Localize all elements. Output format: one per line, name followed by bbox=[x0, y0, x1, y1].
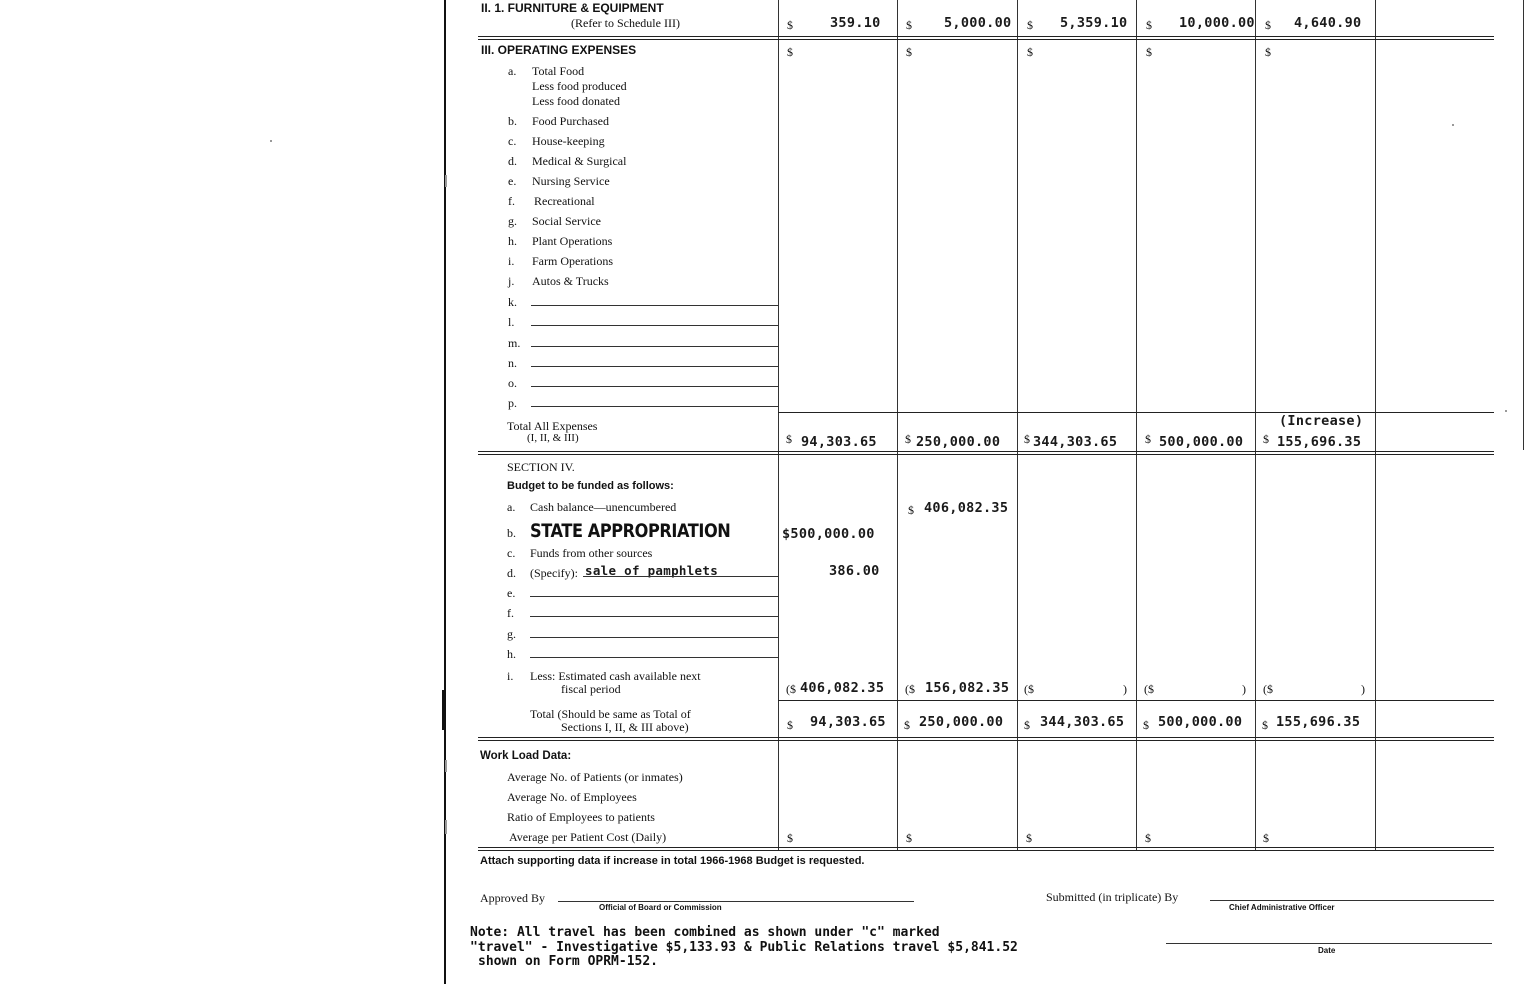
total-expenses-value-2: 250,000.00 bbox=[916, 434, 1001, 450]
item-letter: o. bbox=[508, 376, 517, 390]
paren-dollar: ($ bbox=[905, 682, 915, 696]
item-letter: i. bbox=[508, 254, 515, 268]
item-letter: e. bbox=[507, 586, 516, 600]
item-label: Medical & Surgical bbox=[532, 154, 627, 168]
dollar-sign: $ bbox=[1024, 432, 1030, 446]
dollar-sign: $ bbox=[908, 503, 914, 517]
dollar-sign: $ bbox=[1265, 18, 1271, 32]
specify-value: sale of pamphlets bbox=[585, 563, 719, 578]
funding-total-value-2: 250,000.00 bbox=[919, 714, 1004, 730]
dollar-sign: $ bbox=[1145, 432, 1151, 446]
item-label: Plant Operations bbox=[532, 234, 613, 248]
dollar-sign: $ bbox=[786, 432, 792, 446]
dollar-sign: $ bbox=[1263, 432, 1269, 446]
section-iv-subtitle: Budget to be funded as follows: bbox=[507, 480, 674, 492]
item-letter: f. bbox=[507, 606, 514, 620]
item-letter: b. bbox=[507, 526, 516, 540]
cash-balance-value: 406,082.35 bbox=[924, 500, 1009, 516]
dollar-sign: $ bbox=[787, 45, 793, 59]
blank-line[interactable] bbox=[530, 616, 778, 617]
item-letter: m. bbox=[508, 336, 521, 350]
item-label: Social Service bbox=[532, 214, 601, 228]
dollar-sign: $ bbox=[1146, 18, 1152, 32]
estimated-cash-sublabel: fiscal period bbox=[561, 682, 621, 696]
furniture-value-5: 4,640.90 bbox=[1294, 15, 1362, 31]
total-expenses-value-5: 155,696.35 bbox=[1277, 434, 1362, 450]
item-letter: h. bbox=[508, 234, 517, 248]
dollar-sign: $ bbox=[1026, 831, 1032, 845]
approved-caption: Official of Board or Commission bbox=[599, 903, 722, 912]
estimated-cash-value-1: 406,082.35 bbox=[800, 680, 885, 696]
work-load-item: Average No. of Patients (or inmates) bbox=[507, 770, 683, 784]
dollar-sign: $ bbox=[906, 45, 912, 59]
dollar-sign: $ bbox=[1265, 45, 1271, 59]
blank-line[interactable] bbox=[531, 305, 778, 306]
item-letter: c. bbox=[508, 134, 517, 148]
blank-line[interactable] bbox=[531, 386, 778, 387]
blank-line[interactable] bbox=[531, 406, 778, 407]
dollar-sign: $ bbox=[1263, 831, 1269, 845]
dollar-sign: $ bbox=[1024, 718, 1030, 732]
item-letter: d. bbox=[507, 566, 516, 580]
cash-balance-label: Cash balance—unencumbered bbox=[530, 500, 677, 514]
date-caption: Date bbox=[1318, 946, 1336, 955]
paren-close: ) bbox=[1242, 682, 1246, 696]
work-load-item: Average per Patient Cost (Daily) bbox=[509, 830, 667, 844]
item-label: Recreational bbox=[534, 194, 595, 208]
date-line[interactable] bbox=[1166, 943, 1492, 944]
attach-note: Attach supporting data if increase in total 1966-1968 Budget is requested. bbox=[480, 855, 865, 867]
other-funds-label: Funds from other sources bbox=[530, 546, 653, 560]
item-letter: a. bbox=[507, 500, 516, 514]
increase-note: (Increase) bbox=[1279, 413, 1364, 429]
funding-total-value-3: 344,303.65 bbox=[1040, 714, 1125, 730]
paren-dollar: ($ bbox=[786, 682, 796, 696]
blank-line[interactable] bbox=[530, 637, 778, 638]
item-letter: p. bbox=[508, 396, 517, 410]
submitted-signature-line[interactable] bbox=[1210, 900, 1494, 901]
paren-dollar: ($ bbox=[1263, 682, 1273, 696]
item-letter: l. bbox=[508, 315, 515, 329]
dollar-sign: $ bbox=[1145, 831, 1151, 845]
dollar-sign: $ bbox=[906, 18, 912, 32]
blank-line[interactable] bbox=[530, 596, 778, 597]
paren-close: ) bbox=[1123, 682, 1127, 696]
item-label: Farm Operations bbox=[532, 254, 613, 268]
item-label: Nursing Service bbox=[532, 174, 610, 188]
item-label: Total Food bbox=[532, 64, 585, 78]
item-letter: e. bbox=[508, 174, 517, 188]
paren-dollar: ($ bbox=[1024, 682, 1034, 696]
item-label: Autos & Trucks bbox=[532, 274, 609, 288]
dollar-sign: $ bbox=[904, 718, 910, 732]
item-letter: n. bbox=[508, 356, 517, 370]
item-letter: a. bbox=[508, 64, 517, 78]
estimated-cash-value-2: 156,082.35 bbox=[925, 680, 1010, 696]
item-label: Less food produced bbox=[532, 79, 627, 93]
total-expenses-value-3: 344,303.65 bbox=[1033, 434, 1118, 450]
funding-total-sublabel: Sections I, II, & III above) bbox=[561, 720, 689, 734]
funding-total-label: Total (Should be same as Total of bbox=[530, 707, 691, 721]
item-letter: g. bbox=[507, 627, 516, 641]
furniture-value-4: 10,000.00 bbox=[1179, 15, 1255, 31]
item-letter: h. bbox=[507, 647, 516, 661]
item-letter: d. bbox=[508, 154, 517, 168]
submitted-by-label: Submitted (in triplicate) By bbox=[1046, 890, 1179, 904]
dollar-sign: $ bbox=[905, 432, 911, 446]
state-appropriation-label: STATE APPROPRIATION bbox=[530, 520, 731, 542]
item-letter: j. bbox=[508, 274, 515, 288]
item-letter: k. bbox=[508, 295, 517, 309]
state-appropriation-value: $500,000.00 bbox=[782, 526, 875, 542]
furniture-value-2: 5,000.00 bbox=[944, 15, 1012, 31]
submitted-caption: Chief Administrative Officer bbox=[1229, 903, 1335, 912]
total-expenses-value-1: 94,303.65 bbox=[801, 434, 877, 450]
item-letter: c. bbox=[507, 546, 516, 560]
furniture-value-3: 5,359.10 bbox=[1060, 15, 1128, 31]
specify-label: (Specify): bbox=[530, 566, 578, 580]
travel-note-line: shown on Form OPRM-152. bbox=[478, 954, 659, 969]
blank-line[interactable] bbox=[531, 346, 778, 347]
travel-note-line: Note: All travel has been combined as shown under "c" marked bbox=[470, 925, 940, 940]
furniture-title: II. 1. FURNITURE & EQUIPMENT bbox=[481, 1, 664, 15]
funding-total-value-1: 94,303.65 bbox=[810, 714, 886, 730]
total-expenses-value-4: 500,000.00 bbox=[1159, 434, 1244, 450]
item-letter: f. bbox=[508, 194, 515, 208]
dollar-sign: $ bbox=[787, 718, 793, 732]
work-load-item: Ratio of Employees to patients bbox=[507, 810, 655, 824]
blank-line[interactable] bbox=[531, 366, 778, 367]
dollar-sign: $ bbox=[1027, 45, 1033, 59]
item-letter: i. bbox=[507, 669, 514, 683]
total-expenses-label: Total All Expenses bbox=[507, 419, 598, 433]
dollar-sign: $ bbox=[1143, 718, 1149, 732]
paren-close: ) bbox=[1361, 682, 1365, 696]
dollar-sign: $ bbox=[1027, 18, 1033, 32]
item-label: House-keeping bbox=[532, 134, 605, 148]
furniture-subtitle: (Refer to Schedule III) bbox=[571, 16, 680, 30]
item-letter: b. bbox=[508, 114, 517, 128]
item-letter: g. bbox=[508, 214, 517, 228]
estimated-cash-label: Less: Estimated cash available next bbox=[530, 669, 701, 683]
blank-line[interactable] bbox=[531, 325, 778, 326]
dollar-sign: $ bbox=[906, 831, 912, 845]
funding-total-value-4: 500,000.00 bbox=[1158, 714, 1243, 730]
dollar-sign: $ bbox=[787, 18, 793, 32]
dollar-sign: $ bbox=[1262, 718, 1268, 732]
item-label: Less food donated bbox=[532, 94, 620, 108]
paren-dollar: ($ bbox=[1144, 682, 1154, 696]
funding-total-value-5: 155,696.35 bbox=[1276, 714, 1361, 730]
dollar-sign: $ bbox=[1146, 45, 1152, 59]
travel-note-line: "travel" - Investigative $5,133.93 & Public Relations travel $5,841.52 bbox=[470, 940, 1018, 955]
total-expenses-sublabel: (I, II, & III) bbox=[527, 432, 579, 444]
operating-title: III. OPERATING EXPENSES bbox=[481, 43, 637, 57]
blank-line[interactable] bbox=[530, 657, 778, 658]
blank-line[interactable] bbox=[583, 576, 778, 577]
item-label: Food Purchased bbox=[532, 114, 609, 128]
approved-by-label: Approved By bbox=[480, 891, 545, 905]
furniture-value-1: 359.10 bbox=[830, 15, 881, 31]
dollar-sign: $ bbox=[787, 831, 793, 845]
section-iv-title: SECTION IV. bbox=[507, 460, 575, 474]
specify-amount: 386.00 bbox=[829, 563, 880, 579]
work-load-item: Average No. of Employees bbox=[507, 790, 637, 804]
approved-signature-line[interactable] bbox=[558, 901, 914, 902]
work-load-title: Work Load Data: bbox=[480, 750, 572, 762]
